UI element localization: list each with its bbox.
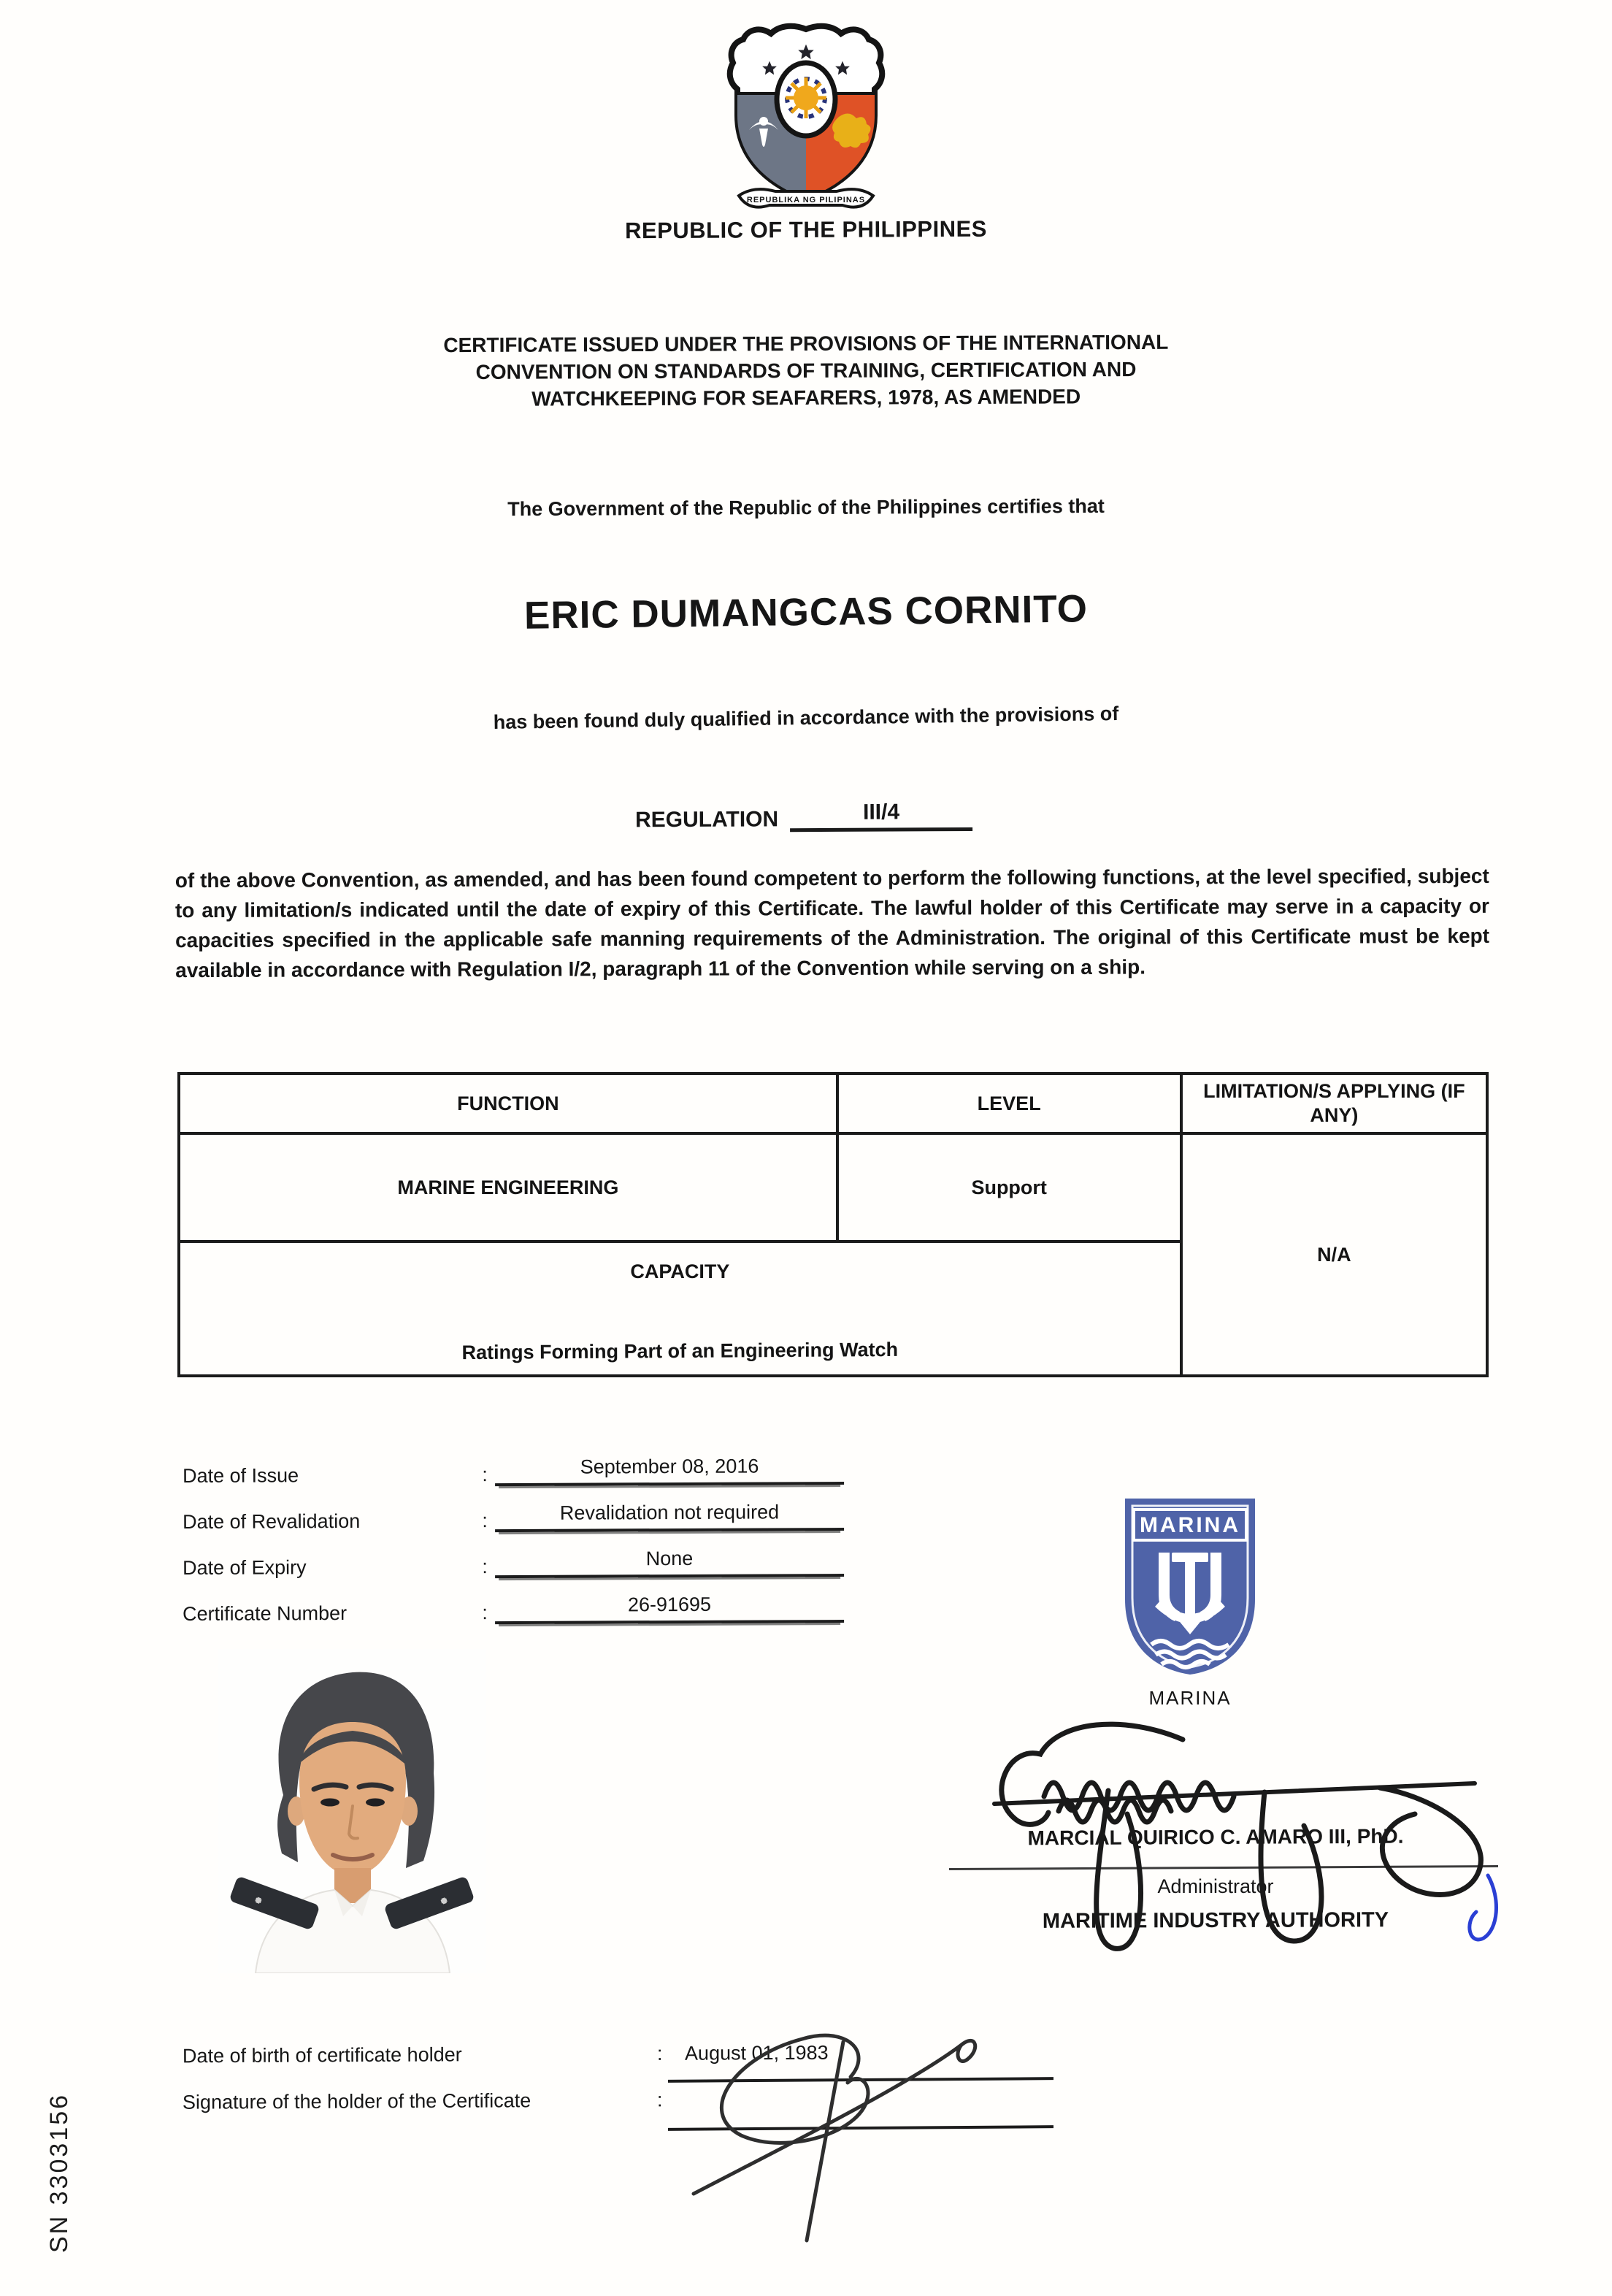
dob-label: Date of birth of certificate holder <box>182 2043 462 2067</box>
qualified-line: has been found duly qualified in accordance with the provisions of <box>493 703 1119 733</box>
signatory-organization: MARITIME INDUSTRY AUTHORITY <box>1042 1908 1389 1933</box>
regulation-label: REGULATION <box>634 807 779 833</box>
field-colon: : <box>482 1602 488 1624</box>
regulation-row <box>635 800 1015 833</box>
cell-level-value: Support <box>837 1133 1181 1241</box>
statement-line-1: CERTIFICATE ISSUED UNDER THE PROVISIONS OF THE INTERNATIONAL <box>443 330 1169 357</box>
field-date-of-birth <box>183 2042 829 2068</box>
statement-line-3: WATCHKEEPING FOR SEAFARERS, 1978, AS AMENDED <box>531 385 1081 410</box>
marina-shield-graphic <box>1115 1490 1265 1681</box>
certificate-statement <box>0 326 1612 415</box>
field-date-of-revalidation <box>183 1494 844 1534</box>
field-value: None <box>495 1547 844 1578</box>
field-label: Date of Issue <box>182 1464 299 1487</box>
signatory-underline <box>949 1865 1498 1870</box>
table-header-row <box>179 1074 1487 1133</box>
holder-signature-colon: : <box>656 2089 663 2111</box>
marina-logo <box>1115 1490 1265 1681</box>
cell-function-value: MARINE ENGINEERING <box>179 1133 837 1241</box>
marina-shield-text: MARINA <box>1140 1513 1240 1537</box>
holder-signature-underline <box>668 2125 1053 2131</box>
sun-icon <box>786 77 826 118</box>
body-paragraph: of the above Convention, as amended, and has been found competent to perform the following functions, at the level specified, subject to any limitation/s indicated until the date of expiry of this Certificate. The lawful holder of this Certificate may serve in a capacity or capacities specified in the applicable safe manning requirements of the Administration. The original of this Certificate must be kept available in accordance with Regulation I/2, paragraph 11 of the Convention while serving on a ship. <box>174 864 1490 982</box>
field-label: Date of Expiry <box>182 1556 307 1579</box>
cell-limitation-value: N/A <box>1181 1133 1487 1376</box>
philippine-coat-of-arms <box>718 20 894 219</box>
signatory-title: Administrator <box>1157 1875 1274 1897</box>
function-table <box>177 1072 1489 1377</box>
cell-capacity <box>179 1241 1181 1376</box>
holder-photo <box>218 1649 486 1973</box>
dob-colon: : <box>656 2042 663 2065</box>
holder-name: ERIC DUMANGCAS CORNITO <box>523 587 1089 638</box>
seal-banner-text: REPUBLIKA NG PILIPINAS <box>746 196 866 204</box>
header-limitation: LIMITATION/S APPLYING (IF ANY) <box>1181 1074 1487 1133</box>
coat-of-arms-graphic <box>718 20 894 219</box>
field-value: 26-91695 <box>495 1593 844 1624</box>
dob-value: August 01, 1983 <box>684 2041 829 2065</box>
field-label: Certificate Number <box>182 1602 348 1625</box>
field-holder-signature <box>183 2089 675 2114</box>
field-colon: : <box>482 1555 488 1578</box>
field-value: September 08, 2016 <box>495 1455 844 1486</box>
signatory-name: MARCIAL QUIRICO C. AMARO III, PhD. <box>1027 1824 1404 1850</box>
capacity-value: Ratings Forming Part of an Engineering Watch <box>461 1338 899 1364</box>
regulation-value: III/4 <box>790 800 972 832</box>
government-certifies-line: The Government of the Republic of the Philippines certifies that <box>507 494 1105 521</box>
holder-signature-label: Signature of the holder of the Certificate <box>182 2089 531 2113</box>
header-function: FUNCTION <box>179 1074 837 1133</box>
field-value: Revalidation not required <box>495 1501 844 1532</box>
field-colon: : <box>482 1509 488 1532</box>
field-colon: : <box>482 1463 488 1486</box>
field-date-of-expiry <box>183 1540 844 1580</box>
field-certificate-number <box>183 1586 844 1626</box>
capacity-label: CAPACITY <box>630 1260 730 1282</box>
statement-line-2: CONVENTION ON STANDARDS OF TRAINING, CERTIFICATION AND <box>475 358 1137 383</box>
field-label: Date of Revalidation <box>182 1509 361 1533</box>
dob-underline <box>668 2077 1053 2083</box>
header-level: LEVEL <box>837 1074 1181 1133</box>
country-title: REPUBLIC OF THE PHILIPPINES <box>625 215 987 244</box>
serial-number: SN 3303156 <box>45 2092 73 2253</box>
marina-caption: MARINA <box>1148 1687 1232 1709</box>
field-date-of-issue <box>183 1448 844 1488</box>
table-row <box>179 1133 1487 1241</box>
